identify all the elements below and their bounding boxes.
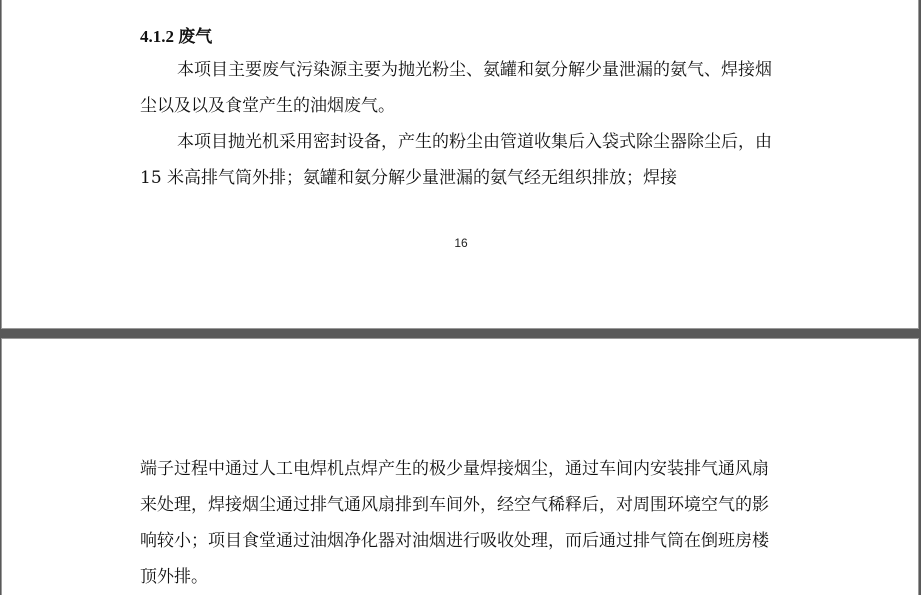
document-page-16 xyxy=(1,0,919,329)
document-page-17 xyxy=(1,338,919,595)
section-heading: 4.1.2 废气 xyxy=(140,27,213,46)
paragraph-pollution-sources: 本项目主要废气污染源主要为抛光粉尘、氨罐和氨分解少量泄漏的氨气、焊接烟尘以及以及食堂产生的油烟废气。 xyxy=(140,60,772,116)
page-content xyxy=(140,451,785,595)
page-separator xyxy=(0,329,921,338)
page-content xyxy=(140,22,785,196)
paragraph-treatment-measures: 本项目抛光机采用密封设备，产生的粉尘由管道收集后入袋式除尘器除尘后，由 15 米高排气筒外排；氨罐和氨分解少量泄漏的氨气经无组织排放；焊接 xyxy=(140,132,772,188)
page-number: 16 xyxy=(454,236,468,250)
paragraph-welding-fumes-continued: 端子过程中通过人工电焊机点焊产生的极少量焊接烟尘，通过车间内安装排气通风扇来处理，焊接烟尘通过排气通风扇排到车间外，经空气稀释后，对周围环境空气的影响较小；项目食堂通过油烟净化器对油烟进行吸收处理，而后通过排气筒在倒班房楼顶外排。 xyxy=(140,459,769,587)
